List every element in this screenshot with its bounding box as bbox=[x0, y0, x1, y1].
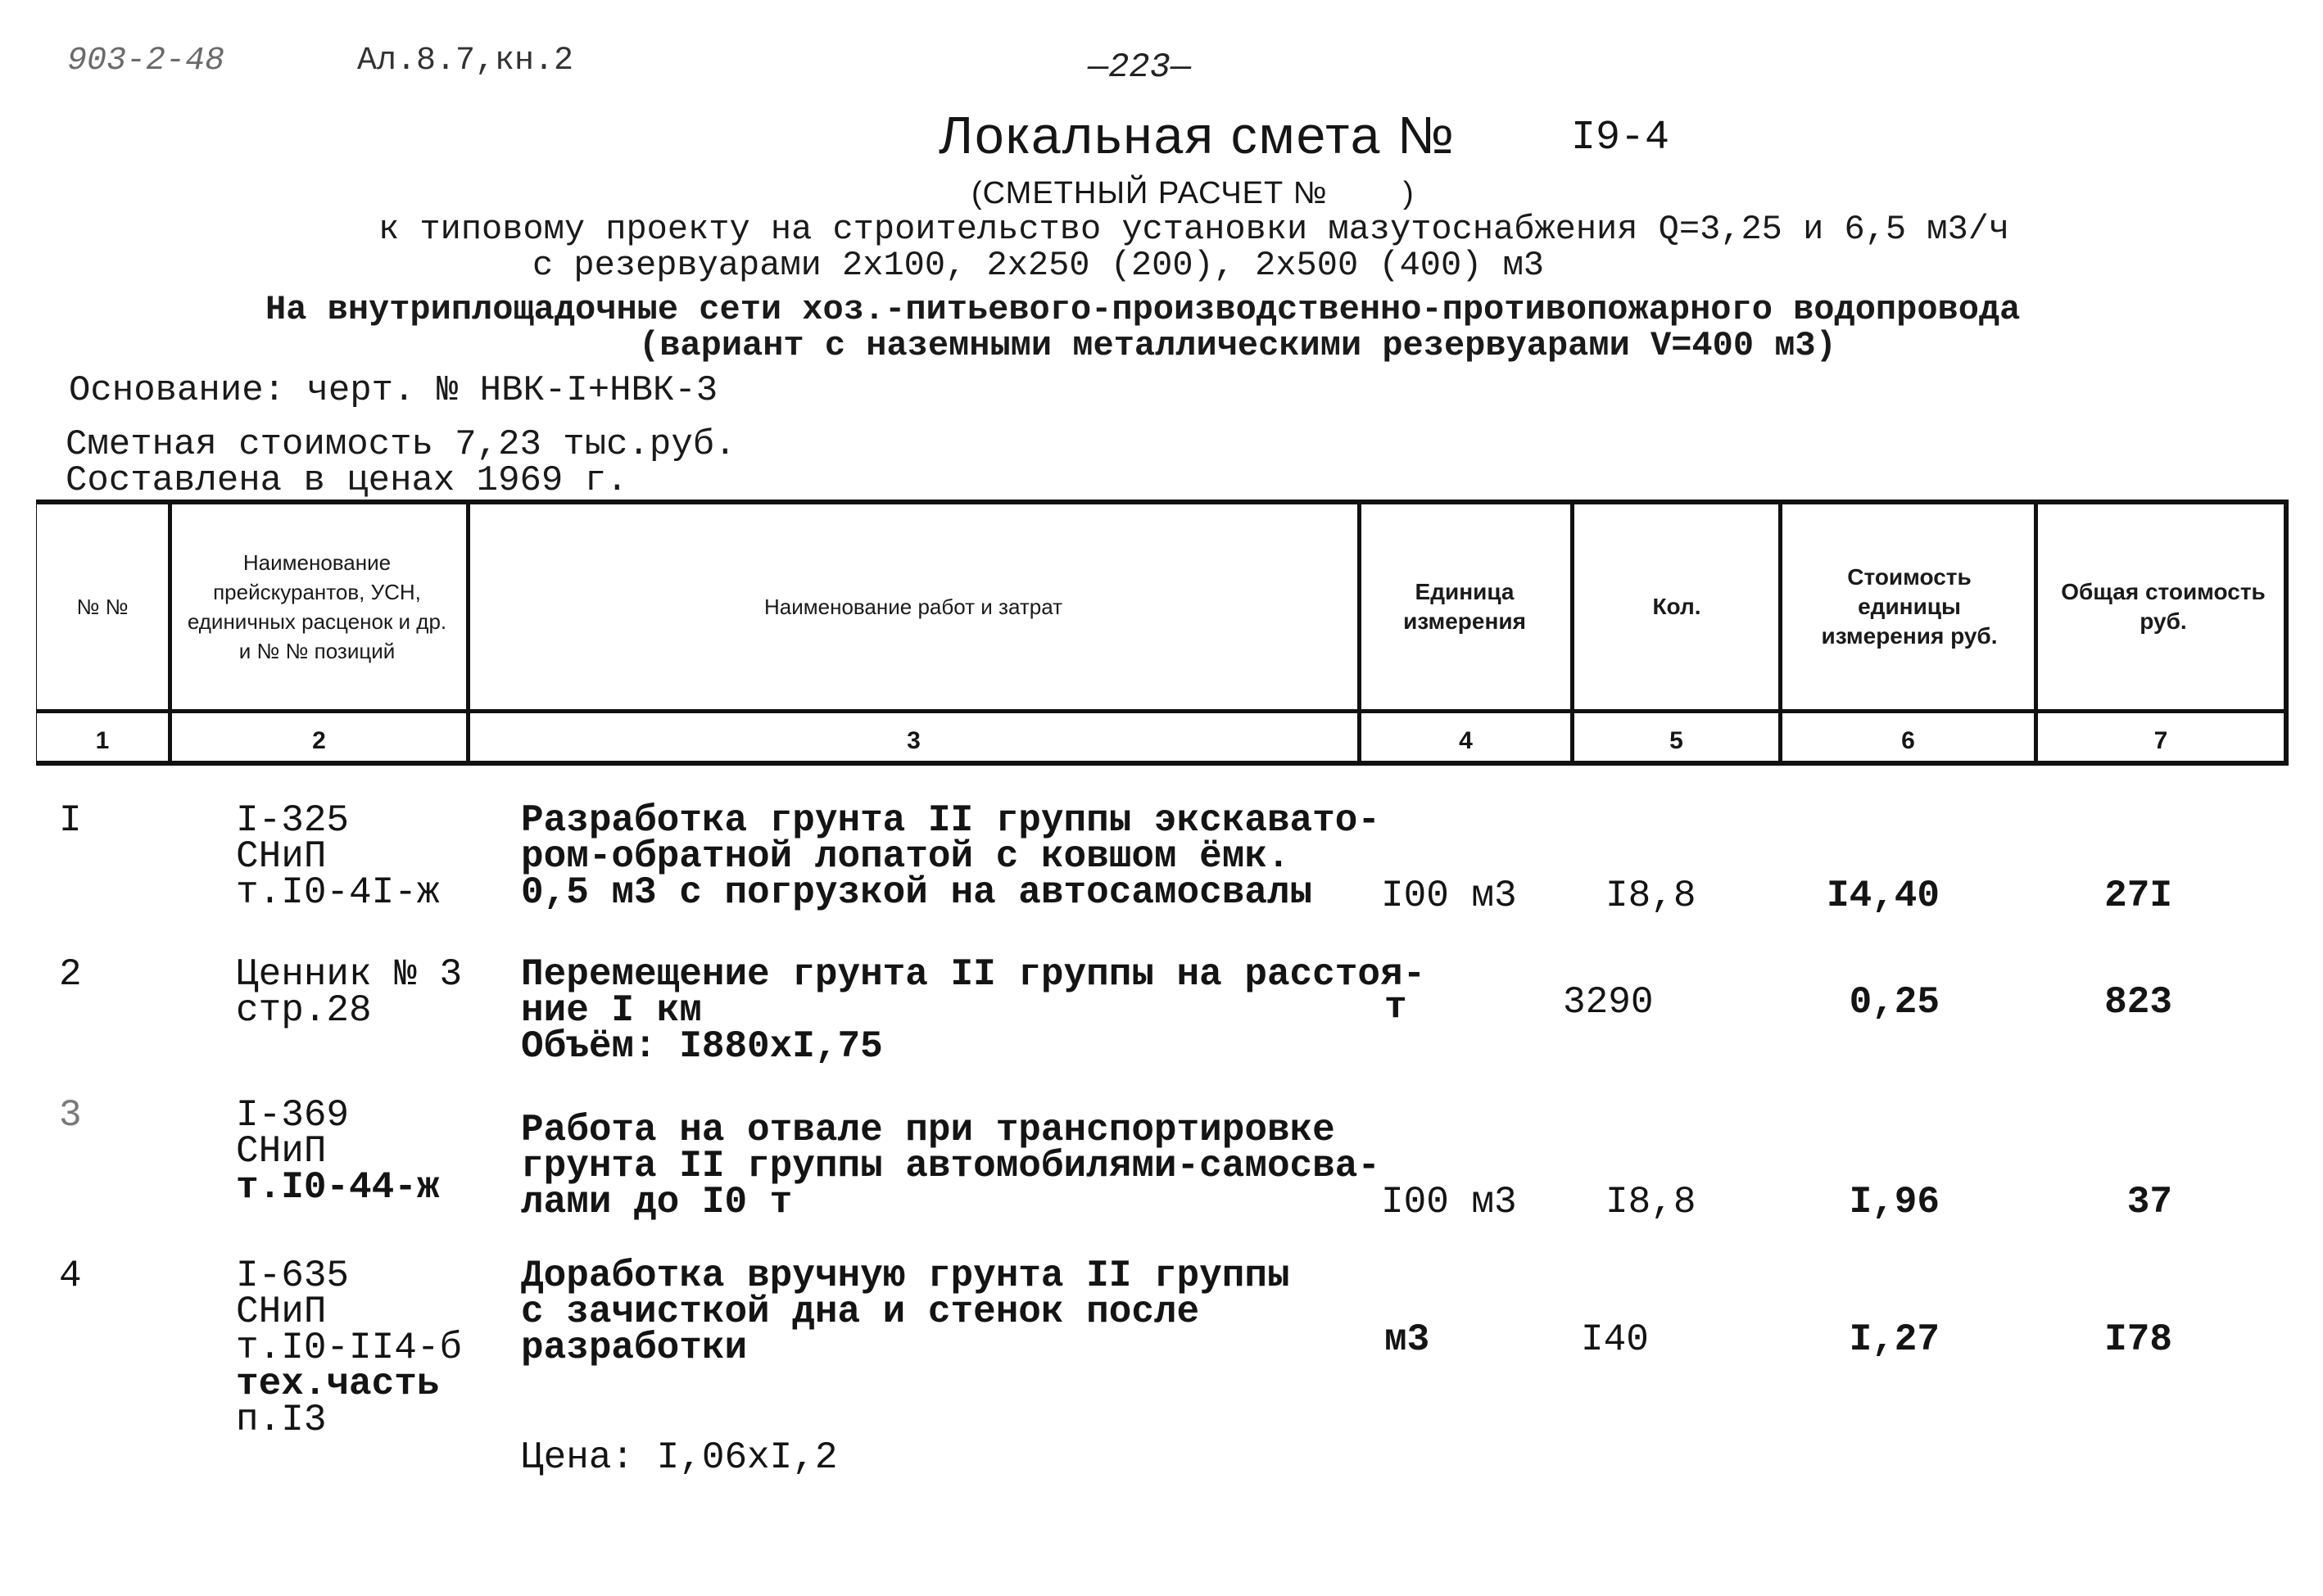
header-col-unit: Единица измерения bbox=[1403, 579, 1526, 634]
row-total: 27I bbox=[2104, 875, 2172, 917]
header-col-number: № № bbox=[76, 595, 129, 619]
row-description-line: с зачисткой дна и стенок после bbox=[521, 1291, 1200, 1333]
row-quantity: I40 bbox=[1581, 1318, 1649, 1361]
row-unit: I00 м3 bbox=[1381, 875, 1517, 917]
row-reference-line: СНиП bbox=[236, 1291, 327, 1333]
estimate-table-header bbox=[36, 500, 2289, 766]
row-reference-line: т.I0-44-ж bbox=[236, 1166, 440, 1209]
row-description-line: Доработка вручную грунта II группы bbox=[521, 1255, 1290, 1297]
row-quantity: 3290 bbox=[1563, 981, 1654, 1024]
row-description-line: грунта II группы автомобилями-самосва- bbox=[521, 1145, 1380, 1187]
row-total: 37 bbox=[2126, 1181, 2172, 1223]
row-reference-line: СНиП bbox=[236, 1130, 327, 1173]
row-reference-line: стр.28 bbox=[236, 989, 372, 1032]
header-col-total: Общая стоимость руб. bbox=[2061, 579, 2266, 634]
row-unit: м3 bbox=[1384, 1318, 1430, 1361]
row-reference-line: т.I0-4I-ж bbox=[236, 871, 440, 914]
document-title: Локальная смета № bbox=[939, 106, 1456, 165]
row-unit: т bbox=[1384, 986, 1407, 1029]
row-reference-line: тех.часть bbox=[236, 1363, 440, 1405]
row-description-line: Перемещение грунта II группы на расстоя- bbox=[521, 953, 1426, 996]
row-reference-line: I-325 bbox=[236, 799, 350, 842]
row-reference-line: I-369 bbox=[236, 1094, 350, 1137]
column-number: 3 bbox=[907, 727, 921, 754]
column-number: 5 bbox=[1669, 727, 1683, 754]
column-number: 6 bbox=[1901, 727, 1915, 754]
row-reference-line: I-635 bbox=[236, 1255, 350, 1297]
row-number: 2 bbox=[59, 953, 82, 996]
row-description-line: Работа на отвале при транспортировке bbox=[521, 1109, 1335, 1151]
album-reference: Ал.8.7,кн.2 bbox=[357, 43, 574, 79]
estimated-cost-line: Сметная стоимость 7,23 тыс.руб. bbox=[66, 424, 736, 465]
row-description-line: ром-обратной лопатой с ковшом ёмк. bbox=[521, 835, 1290, 878]
header-col-description: Наименование работ и затрат bbox=[763, 595, 1062, 619]
row-description-line: лами до I0 т bbox=[521, 1181, 793, 1223]
row-reference-line: СНиП bbox=[236, 835, 327, 878]
row-unit-cost: I4,40 bbox=[1826, 875, 1940, 917]
row-unit: I00 м3 bbox=[1381, 1181, 1517, 1223]
row-reference-line: п.I3 bbox=[236, 1399, 327, 1441]
row-unit-cost: 0,25 bbox=[1849, 981, 1940, 1024]
row-reference-line: т.I0-II4-б bbox=[236, 1327, 463, 1369]
project-description-line-4: (вариант с наземными металлическими резервуарами V=400 м3) bbox=[639, 326, 1836, 365]
row-unit-cost: I,96 bbox=[1849, 1181, 1940, 1223]
header-divider bbox=[37, 709, 2284, 713]
row-description-line: ние I км bbox=[521, 989, 702, 1032]
project-description-line-2: с резервуарами 2x100, 2x250 (200), 2x500 (400) м3 bbox=[532, 246, 1545, 285]
project-description-line-3: На внутриплощадочные сети хоз.-питьевого-производственно-противопожарного водопровода bbox=[265, 290, 2021, 329]
header-col-quantity: Кол. bbox=[1652, 594, 1701, 619]
document-subtitle: (СМЕТНЫЙ РАСЧЕТ № ) bbox=[971, 176, 1415, 210]
header-col-unit-cost: Стоимость единицы измерения руб. bbox=[1821, 564, 1998, 649]
row-description-line: 0,5 м3 с погрузкой на автосамосвалы bbox=[521, 871, 1313, 914]
row-description-line: разработки bbox=[521, 1327, 748, 1369]
page-number: —223— bbox=[1088, 47, 1192, 87]
row-price-note: Цена: I,06xI,2 bbox=[521, 1436, 838, 1479]
row-quantity: I8,8 bbox=[1605, 1181, 1696, 1223]
row-description-line: Разработка грунта II группы экскавато- bbox=[521, 799, 1380, 842]
row-description-line: Объём: I880xI,75 bbox=[521, 1025, 883, 1068]
document-code: 903-2-48 bbox=[67, 43, 225, 79]
column-number: 1 bbox=[95, 727, 110, 754]
header-col-reference: Наименование прейскурантов, УСН, единичных расценок и др. и № № позиций bbox=[187, 550, 447, 663]
column-number: 4 bbox=[1459, 727, 1473, 754]
column-number: 7 bbox=[2153, 727, 2168, 754]
row-number: 4 bbox=[59, 1255, 82, 1297]
row-quantity: I8,8 bbox=[1605, 875, 1696, 917]
row-number: 3 bbox=[59, 1094, 82, 1137]
row-unit-cost: I,27 bbox=[1849, 1318, 1940, 1361]
row-total: 823 bbox=[2104, 981, 2172, 1024]
row-reference-line: Ценник № 3 bbox=[236, 953, 463, 996]
project-description-line-1: к типовому проекту на строительство установки мазутоснабжения Q=3,25 и 6,5 м3/ч bbox=[378, 210, 2010, 249]
row-total: I78 bbox=[2104, 1318, 2172, 1361]
basis-line: Основание: черт. № НВК-I+НВК-3 bbox=[69, 370, 718, 411]
document-title-number: I9-4 bbox=[1571, 115, 1670, 161]
price-year-line: Составлена в ценах 1969 г. bbox=[66, 460, 628, 501]
row-number: I bbox=[59, 799, 82, 842]
column-number: 2 bbox=[312, 727, 326, 754]
